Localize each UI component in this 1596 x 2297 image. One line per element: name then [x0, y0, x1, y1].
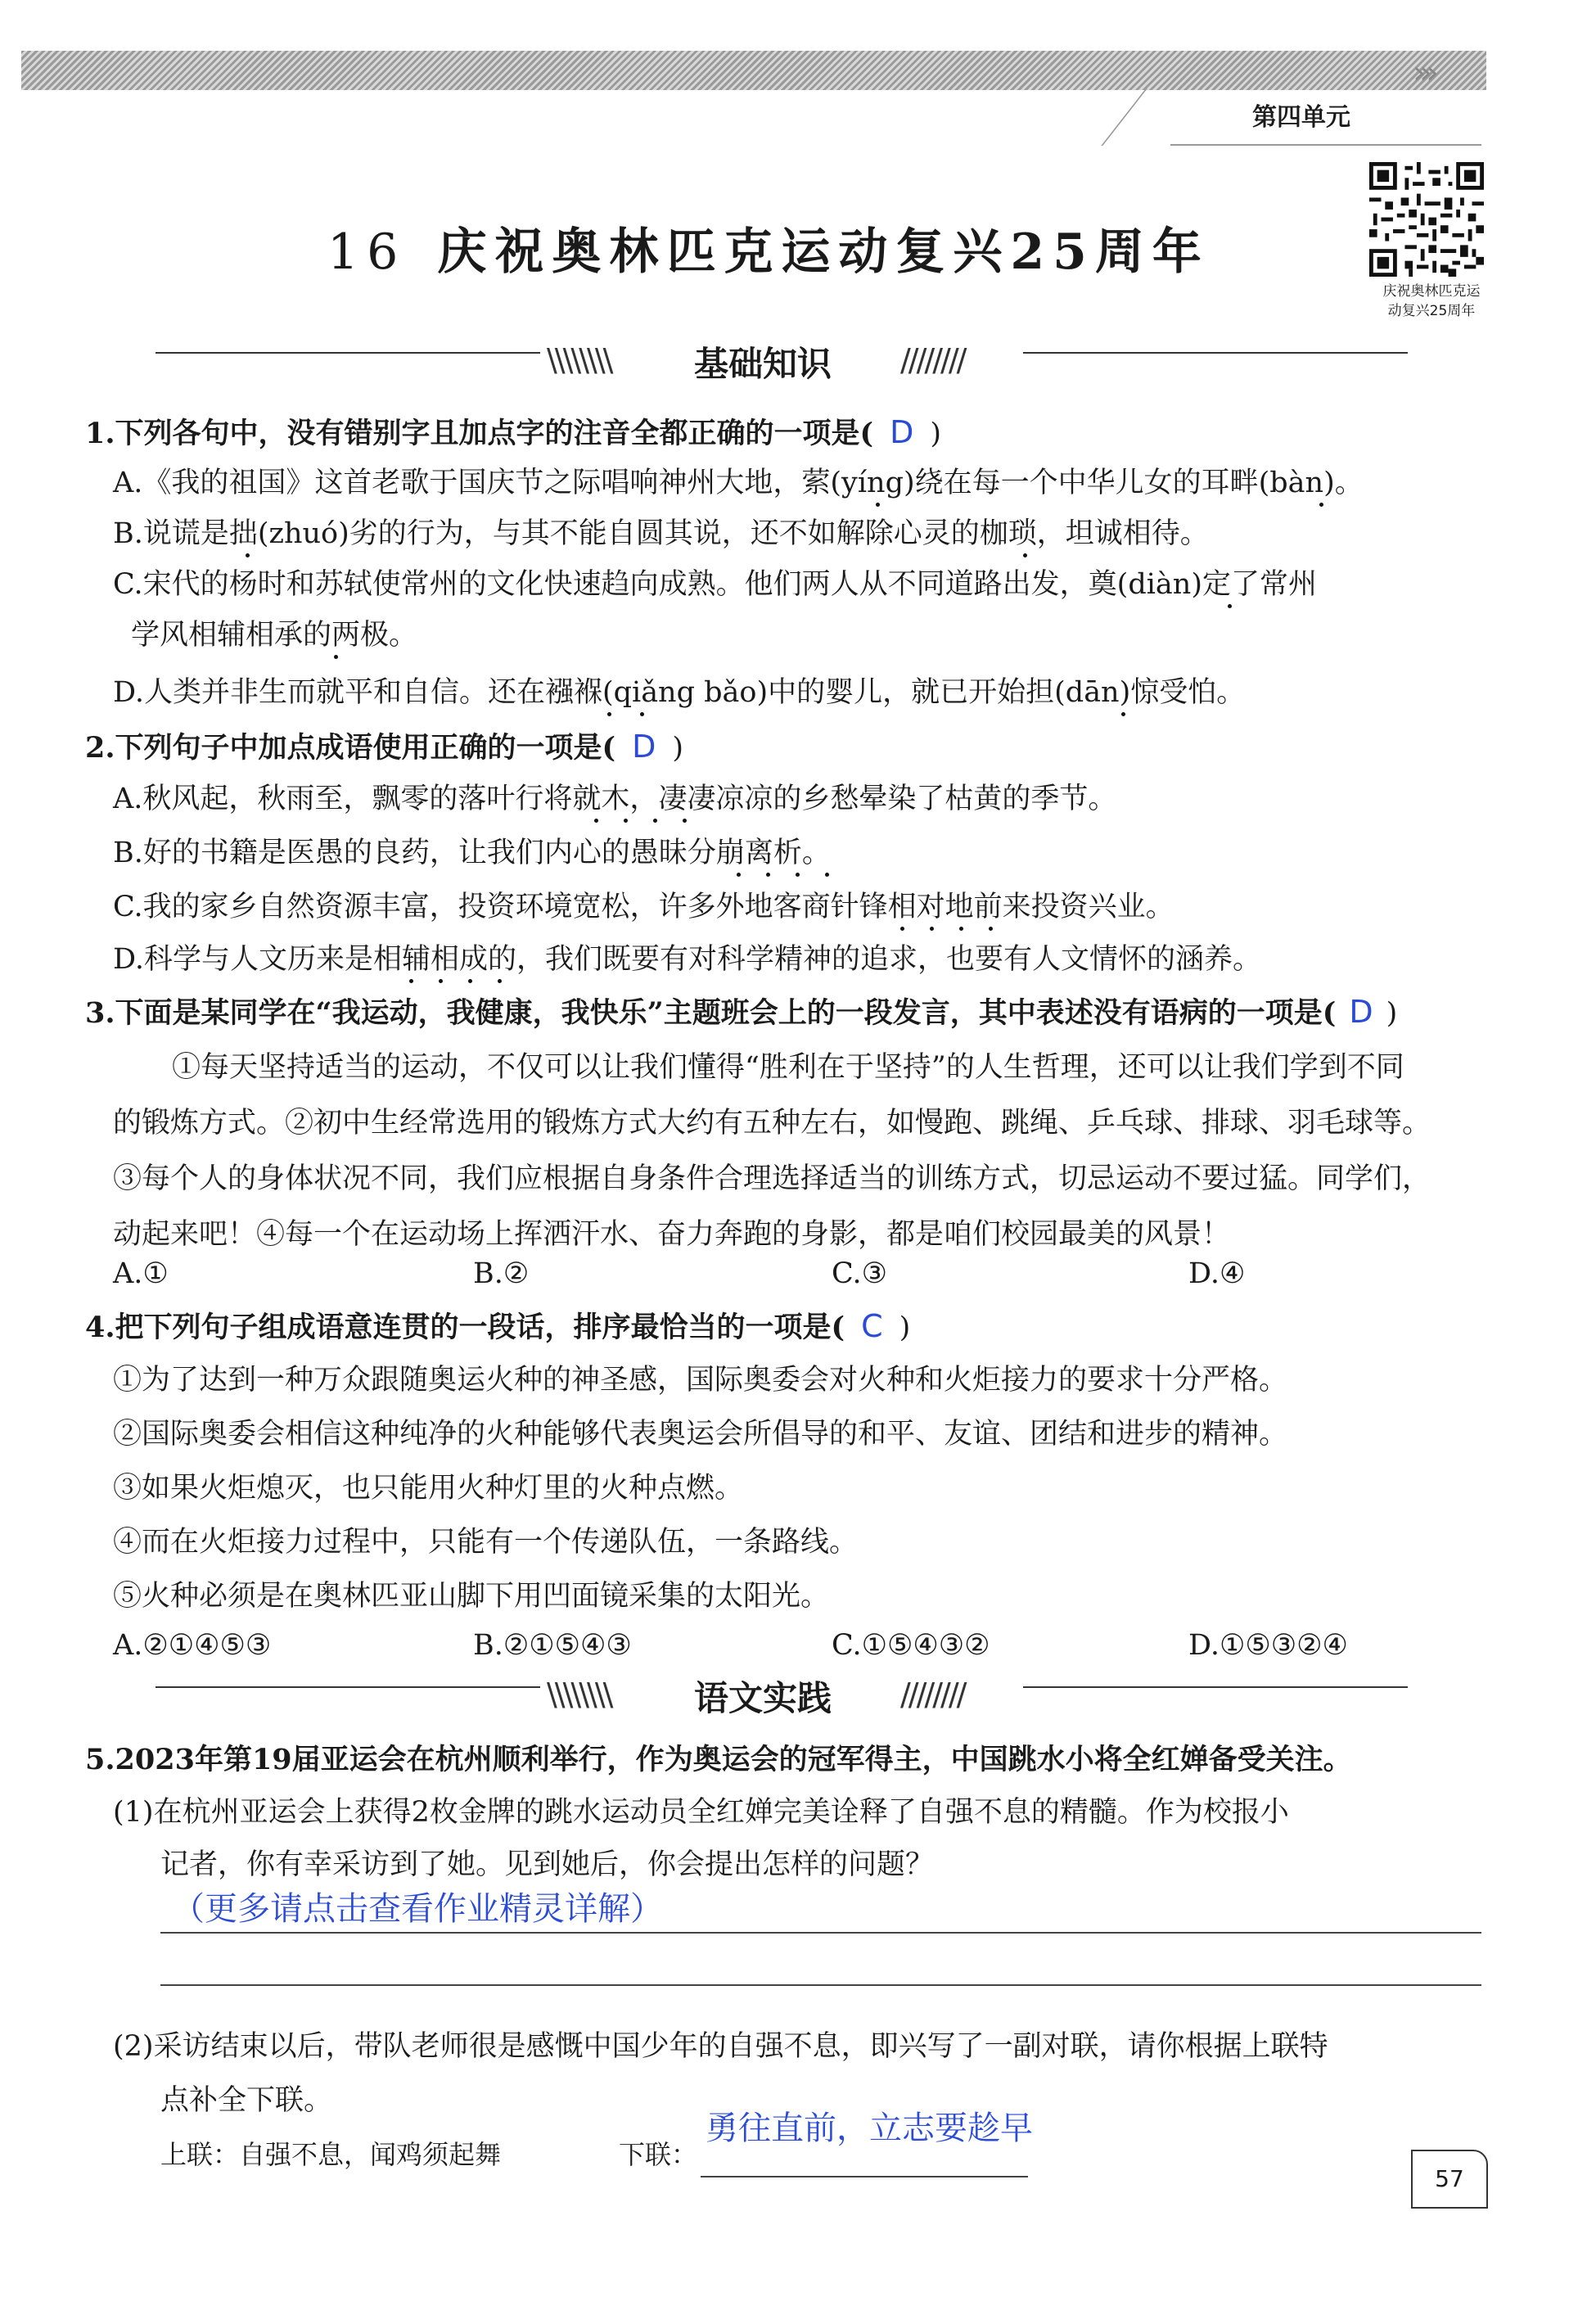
emphasis-dot: [737, 873, 741, 877]
bracket: ): [930, 417, 942, 450]
option-a: A.秋风起，秋雨至，飘零的落叶行将就木，凄凄凉凉的乡愁晕染了枯黄的季节。: [113, 783, 1117, 815]
subquestion-1: (1)在杭州亚运会上获得2枚金牌的跳水运动员全红婵完美诠释了自强不息的精髓。作为校报小: [113, 1796, 1289, 1829]
sentence-2: ②国际奥委会相信这种纯净的火种能够代表奥运会所倡导的和平、友谊、团结和进步的精神。: [113, 1418, 1288, 1451]
option-b: B.②: [473, 1257, 530, 1290]
paragraph-line: ①每天坚持适当的运动，不仅可以让我们懂得“胜利在于坚持”的人生哲理，还可以让我们学到不同: [172, 1051, 1404, 1084]
emphasis-dot: [959, 927, 963, 931]
sentence-1: ①为了达到一种万众跟随奥运火种的神圣感，国际奥委会对火种和火炬接力的要求十分严格。: [113, 1364, 1288, 1397]
chevron-icon: ›››: [1413, 54, 1432, 92]
couplet-upper: 上联：自强不息，闻鸡须起舞: [160, 2139, 502, 2170]
question-text: 3.下面是某同学在“我运动，我健康，我快乐”主题班会上的一段发言，其中表述没有语病的一项是(: [85, 996, 1337, 1030]
option-a: A.①: [113, 1257, 169, 1290]
emphasis-dot: [1121, 712, 1125, 716]
emphasis-dot: [766, 873, 770, 877]
emphasis-dot: [1023, 553, 1027, 557]
emphasis-dot: [876, 503, 880, 507]
question-text: 5.2023年第19届亚运会在杭州顺利举行，作为奥运会的冠军得主，中国跳水小将全红婵备受关注。: [85, 1743, 1352, 1776]
option-d: D.科学与人文历来是相辅相成的，我们既要有对科学精神的追求，也要有人文情怀的涵养。: [113, 943, 1261, 976]
question-3-stem: [85, 994, 1397, 1031]
handwritten-answer-1: （更多请点击查看作业精灵详解）: [172, 1890, 663, 1928]
section-title-basic: 基础知识: [694, 344, 832, 384]
lesson-number: 16: [327, 223, 407, 281]
section-rule: [156, 1686, 540, 1688]
section-hatch-left: \\\\\\\\: [547, 342, 611, 378]
header-band: [21, 51, 1486, 90]
option-c: C.③: [832, 1257, 888, 1290]
option-c: C.①⑤④③②: [832, 1629, 990, 1662]
emphasis-dot: [334, 655, 338, 659]
emphasis-dot: [825, 873, 829, 877]
qr-caption-line: 动复兴25周年: [1387, 303, 1476, 319]
bracket: ): [1386, 997, 1398, 1030]
lesson-title: [327, 213, 1210, 283]
emphasis-dot: [989, 927, 993, 931]
emphasis-dot: [439, 979, 443, 983]
subquestion-1-cont: 记者，你有幸采访到了她。见到她后，你会提出怎样的问题？: [160, 1848, 935, 1881]
emphasis-dot: [468, 979, 472, 983]
emphasis-dot: [653, 819, 657, 823]
answer-line[interactable]: [160, 1932, 1481, 1934]
section-title-practice: 语文实践: [694, 1678, 832, 1718]
emphasis-dot: [930, 927, 934, 931]
answer-mark: D: [632, 729, 656, 765]
option-c: C.我的家乡自然资源丰富，投资环境宽松，许多外地客商针锋相对地前来投资兴业。: [113, 891, 1174, 923]
question-text: 1.下列各句中，没有错别字且加点字的注音全都正确的一项是(: [85, 417, 874, 450]
section-hatch-left: \\\\\\\\: [547, 1676, 611, 1713]
emphasis-dot: [1228, 604, 1232, 608]
section-rule: [1023, 352, 1408, 354]
paragraph-line: 动起来吧！④每一个在运动场上挥洒汗水、奋力奔跑的身影，都是咱们校园最美的风景！: [113, 1218, 1231, 1251]
option-b: B.②①⑤④③: [473, 1629, 632, 1662]
section-hatch-right: ////////: [900, 1676, 965, 1713]
section-hatch-right: ////////: [900, 342, 965, 378]
emphasis-dot: [796, 873, 800, 877]
unit-label: 第四单元: [1252, 103, 1350, 132]
question-2-stem: [85, 729, 683, 766]
section-rule: [156, 352, 540, 354]
emphasis-dot: [624, 819, 628, 823]
qr-code-icon[interactable]: [1368, 162, 1485, 277]
subquestion-2-cont: 点补全下联。: [160, 2084, 333, 2117]
qr-caption-line: 庆祝奥林匹克运: [1382, 283, 1481, 300]
option-b: B.说谎是拙(zhuó)劣的行为，与其不能自圆其说，还不如解除心灵的枷琐，坦诚相待。: [113, 517, 1209, 550]
sentence-5: ⑤火种必须是在奥林匹亚山脚下用凹面镜采集的太阳光。: [113, 1580, 830, 1613]
emphasis-dot: [594, 819, 598, 823]
option-b: B.好的书籍是医愚的良药，让我们内心的愚昧分崩离析。: [113, 837, 831, 869]
option-c: C.宋代的杨时和苏轼使常州的文化快速趋向成熟。他们两人从不同道路出发，奠(diàn)定了常州: [113, 568, 1317, 601]
emphasis-dot: [683, 819, 687, 823]
answer-line[interactable]: [160, 1984, 1481, 1986]
answer-mark: C: [861, 1308, 883, 1344]
sentence-3: ③如果火炬熄灭，也只能用火种灯里的火种点燃。: [113, 1472, 744, 1505]
emphasis-dot: [409, 979, 413, 983]
question-text: 4.把下列句子组成语意连贯的一段话，排序最恰当的一项是(: [85, 1311, 845, 1344]
option-d: D.人类并非生而就平和自信。还在襁褓(qiǎng bǎo)中的婴儿，就已开始担(dān)惊受怕。: [113, 676, 1246, 709]
question-text: 2.下列句子中加点成语使用正确的一项是(: [85, 731, 616, 765]
answer-mark: D: [890, 414, 914, 450]
emphasis-dot: [900, 927, 904, 931]
emphasis-dot: [640, 712, 644, 716]
handwritten-answer-2: 勇往直前，立志要趁早: [706, 2110, 1033, 2147]
emphasis-dot: [607, 712, 611, 716]
answer-mark: D: [1349, 994, 1373, 1030]
bracket: ): [899, 1311, 911, 1344]
lesson-title-text: 庆祝奥林匹克运动复兴25周年: [437, 223, 1210, 281]
option-d: D.④: [1188, 1257, 1246, 1290]
paragraph-line: 的锻炼方式。②初中生经常选用的锻炼方式大约有五种左右，如慢跑、跳绳、乒乓球、排球、羽毛球等。: [113, 1107, 1431, 1139]
option-a: A.《我的祖国》这首老歌于国庆节之际唱响神州大地，萦(yíng)绕在每一个中华儿女的耳畔(bàn)。: [113, 467, 1364, 499]
option-d: D.①⑤③②④: [1188, 1629, 1348, 1662]
option-c-cont: 学风相辅相承的两极。: [131, 619, 418, 652]
sentence-4: ④而在火炬接力过程中，只能有一个传递队伍，一条路线。: [113, 1526, 859, 1559]
emphasis-dot: [246, 553, 250, 557]
subquestion-2: (2)采访结束以后，带队老师很是感慨中国少年的自强不息，即兴写了一副对联，请你根据上联特: [113, 2030, 1328, 2063]
option-a: A.②①④⑤③: [113, 1629, 272, 1662]
emphasis-dot: [1319, 503, 1323, 507]
couplet-lower-label: 下联：: [619, 2139, 698, 2170]
page-number: 57: [1411, 2150, 1488, 2209]
qr-caption: [1362, 282, 1501, 321]
answer-line[interactable]: [701, 2176, 1028, 2177]
paragraph-line: ③每个人的身体状况不同，我们应根据自身条件合理选择适当的训练方式，切忌运动不要过猛。同学们，: [113, 1162, 1431, 1195]
question-4-stem: [85, 1308, 910, 1346]
bracket: ): [672, 732, 684, 765]
question-1-stem: [85, 414, 941, 452]
section-rule: [1023, 1686, 1408, 1688]
emphasis-dot: [498, 979, 502, 983]
question-5-stem: [85, 1742, 1352, 1778]
